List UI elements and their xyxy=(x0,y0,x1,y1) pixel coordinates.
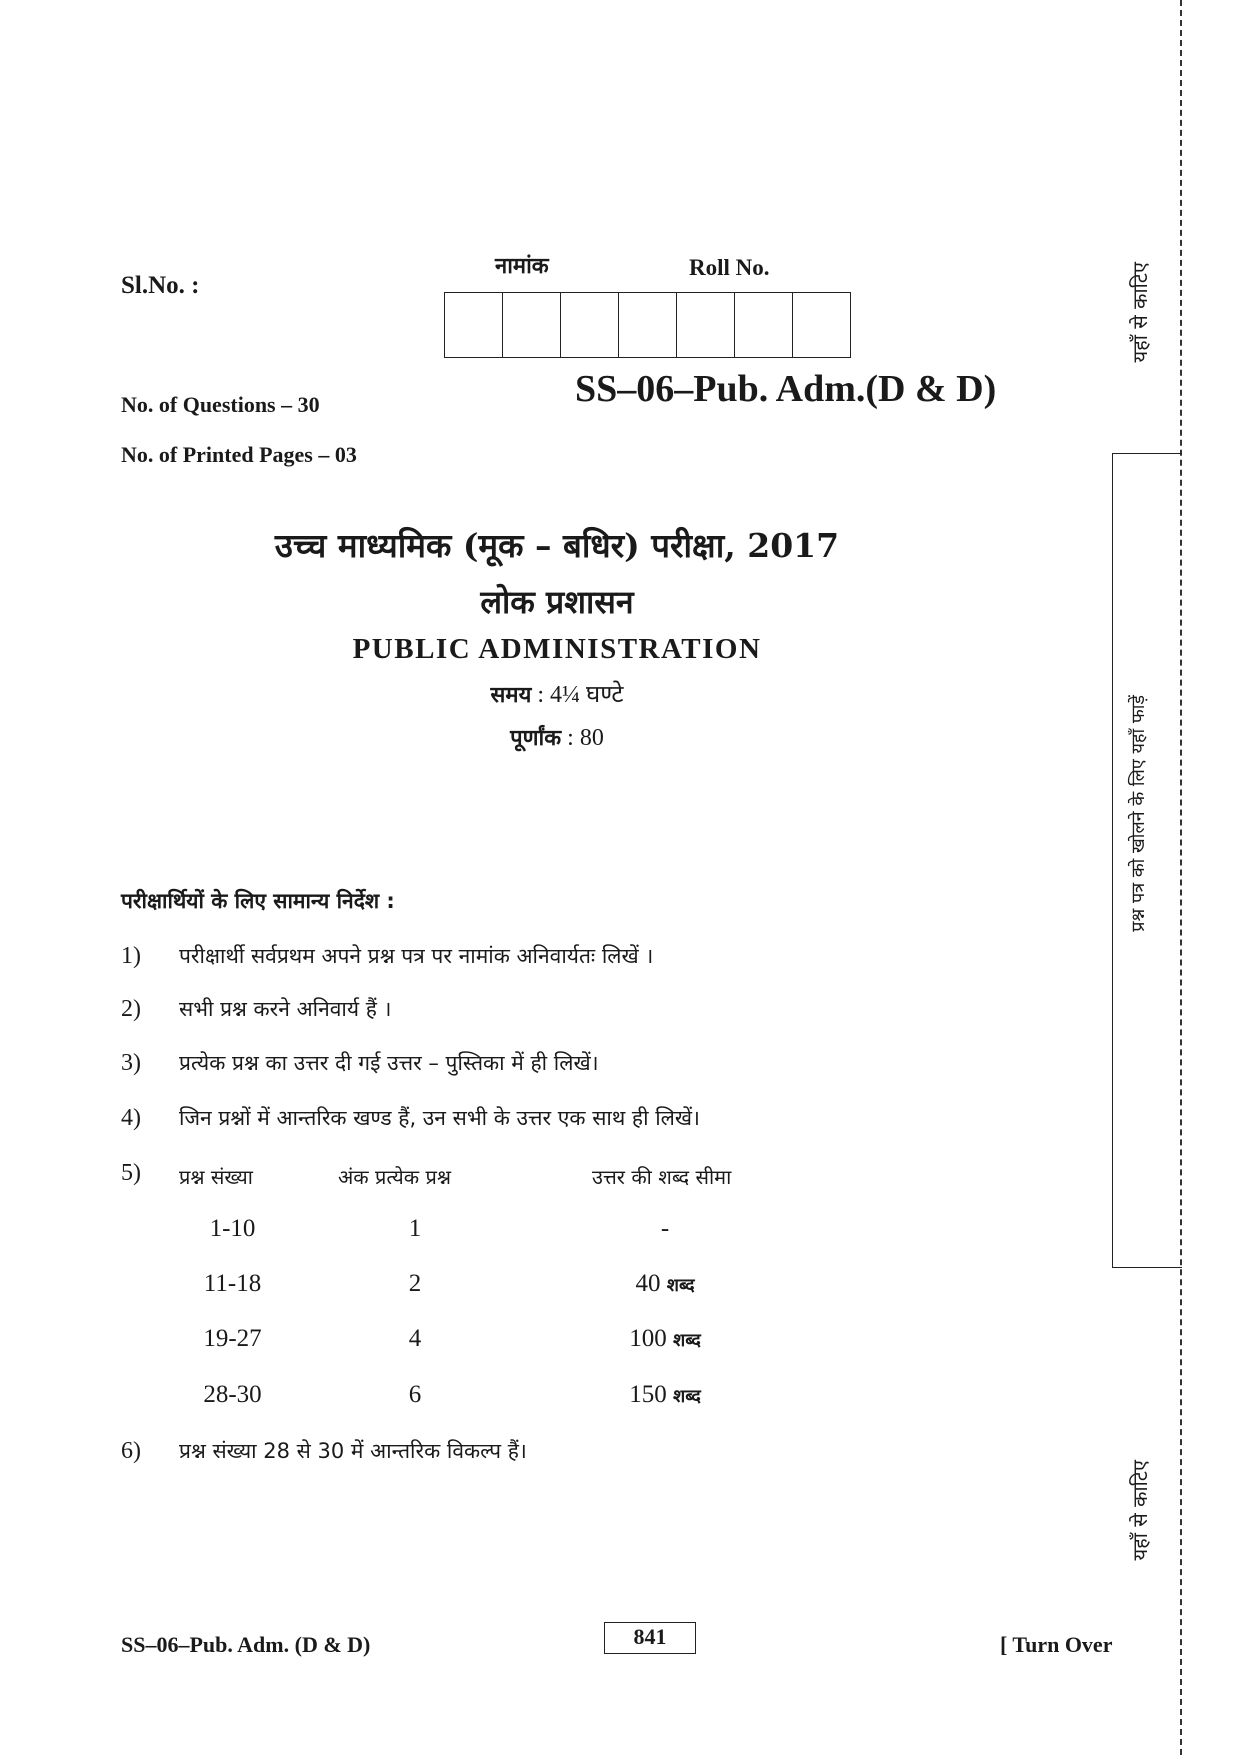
instruction-item xyxy=(121,942,653,970)
instruction-text: प्रश्न संख्या 28 से 30 में आन्तरिक विकल्प हैं। xyxy=(179,1439,527,1463)
serial-number-label: Sl.No. : xyxy=(121,272,200,299)
roll-digit-box xyxy=(793,293,851,357)
limit-number: 150 xyxy=(629,1381,667,1408)
instruction-text: जिन प्रश्नों में आन्तरिक खण्ड हैं, उन सभी के उत्तर एक साथ ही लिखें। xyxy=(179,1106,701,1130)
roll-digit-box xyxy=(677,293,735,357)
limit-unit: शब्द xyxy=(672,1330,701,1351)
limit-number: 40 xyxy=(635,1270,661,1297)
footer-paper-code: SS–06–Pub. Adm. (D & D) xyxy=(121,1632,371,1657)
table-cell-range: 19-27 xyxy=(203,1325,262,1352)
instructions-heading: परीक्षार्थियों के लिए सामान्य निर्देश : xyxy=(121,889,395,913)
tear-here-label: प्रश्न पत्र को खोलने के लिए यहाँ फाड़ें xyxy=(1128,695,1149,932)
table-cell-marks: 4 xyxy=(408,1325,422,1352)
roll-number-label-hindi: नामांक xyxy=(495,254,549,279)
instruction-item xyxy=(121,1049,599,1077)
turn-over-label: [ Turn Over xyxy=(1000,1632,1113,1657)
paper-code: SS–06–Pub. Adm.(D & D) xyxy=(575,368,997,410)
table-cell-limit xyxy=(595,1215,735,1243)
limit-unit: शब्द xyxy=(666,1275,695,1296)
maximum-marks xyxy=(0,722,1114,752)
instruction-text: प्रत्येक प्रश्न का उत्तर दी गई उत्तर – पुस्तिका में ही लिखें। xyxy=(179,1051,599,1075)
limit-unit: शब्द xyxy=(672,1386,701,1407)
roll-digit-box xyxy=(735,293,793,357)
roll-number-label: Roll No. xyxy=(689,255,770,280)
instruction-number: 4) xyxy=(121,1105,141,1131)
table-cell-limit xyxy=(595,1325,735,1353)
subject-title: PUBLIC ADMINISTRATION xyxy=(352,633,762,665)
marks-label: पूर्णांक xyxy=(510,726,562,751)
table-cell-marks: 2 xyxy=(408,1270,422,1297)
table-cell-marks: 6 xyxy=(408,1381,422,1408)
number-of-questions: No. of Questions – 30 xyxy=(121,392,320,417)
roll-number-boxes xyxy=(444,292,851,358)
time-label: समय xyxy=(490,683,532,708)
instruction-item xyxy=(121,1437,527,1465)
instruction-text: परीक्षार्थी सर्वप्रथम अपने प्रश्न पत्र पर नामांक अनिवार्यतः लिखें । xyxy=(179,944,654,968)
instruction-text: सभी प्रश्न करने अनिवार्य हैं । xyxy=(179,997,392,1021)
limit-number: - xyxy=(660,1215,670,1242)
roll-digit-box xyxy=(561,293,619,357)
table-cell-limit xyxy=(595,1270,735,1298)
number-of-printed-pages: No. of Printed Pages – 03 xyxy=(121,442,357,467)
instruction-number: 1) xyxy=(121,943,141,969)
instruction-number: 5) xyxy=(121,1160,141,1186)
marks-value: : 80 xyxy=(567,725,604,751)
instruction-number: 3) xyxy=(121,1050,141,1076)
table-header-word-limit: उत्तर की शब्द सीमा xyxy=(592,1165,732,1189)
page-number-box: 841 xyxy=(604,1622,696,1654)
instruction-item xyxy=(121,995,392,1023)
instruction-item xyxy=(121,1104,700,1132)
exam-title: उच्च माध्यमिक (मूक – बधिर) परीक्षा, 2017 xyxy=(274,526,840,565)
roll-digit-box xyxy=(503,293,561,357)
table-header-marks-each: अंक प्रत्येक प्रश्न xyxy=(338,1165,452,1189)
table-cell-range: 28-30 xyxy=(203,1381,262,1408)
instruction-item xyxy=(121,1160,179,1187)
time-value: : 4¼ घण्टे xyxy=(537,682,624,708)
cut-here-label-top: यहाँ से काटिए xyxy=(1128,262,1152,363)
instruction-number: 2) xyxy=(121,996,141,1022)
roll-digit-box xyxy=(619,293,677,357)
limit-number: 100 xyxy=(629,1325,667,1352)
table-cell-limit xyxy=(595,1381,735,1409)
table-cell-marks: 1 xyxy=(408,1215,422,1242)
time-allowed xyxy=(0,677,1114,710)
subject-title-hindi: लोक प्रशासन xyxy=(480,583,634,621)
instruction-number: 6) xyxy=(121,1438,141,1464)
table-cell-range: 11-18 xyxy=(203,1270,262,1297)
cut-here-label-bottom: यहाँ से काटिए xyxy=(1128,1460,1152,1561)
table-header-question-number: प्रश्न संख्या xyxy=(179,1165,253,1189)
table-cell-range: 1-10 xyxy=(209,1215,256,1242)
roll-digit-box xyxy=(445,293,503,357)
